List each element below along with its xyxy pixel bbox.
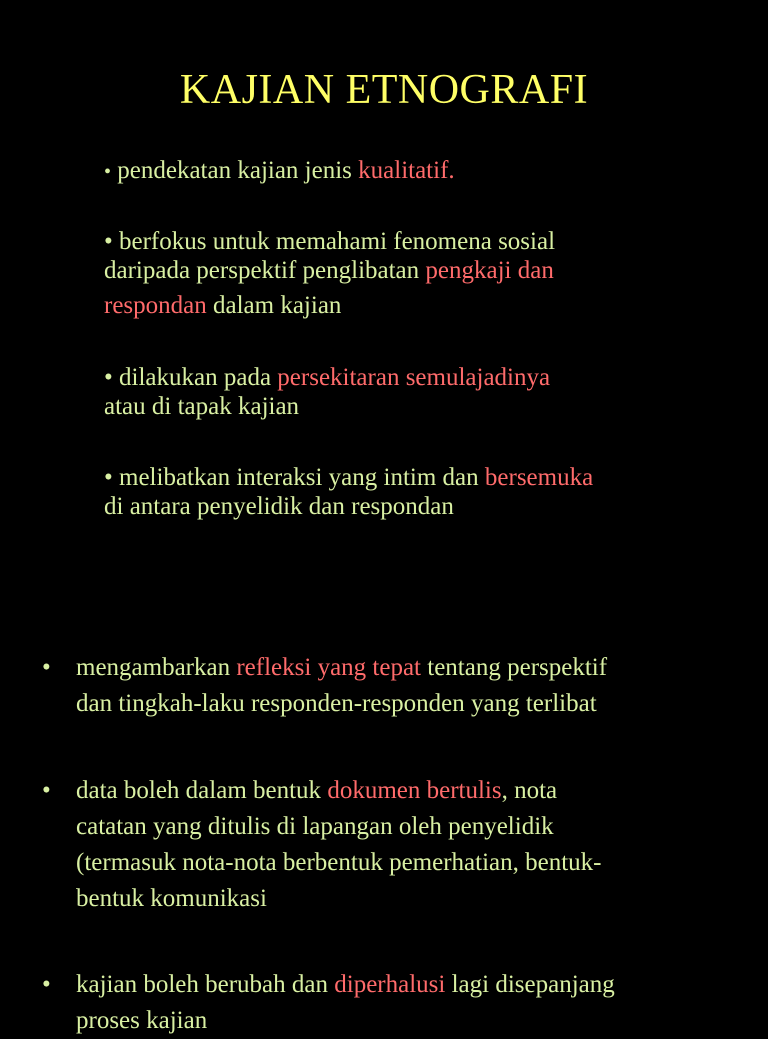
highlight-text: diperhalusi xyxy=(334,971,446,998)
point-text: , nota xyxy=(501,777,558,804)
point-body xyxy=(76,650,736,722)
point-text: mengambarkan xyxy=(76,654,237,681)
point-text: proses kajian xyxy=(76,1007,208,1034)
list-item xyxy=(104,156,724,187)
list-item xyxy=(104,463,724,521)
point-text: pendekatan kajian jenis xyxy=(111,157,359,184)
bullet-icon: • xyxy=(104,161,112,183)
highlight-text: dokumen bertulis xyxy=(327,777,502,804)
list-item xyxy=(104,227,724,320)
highlight-text: respondan xyxy=(104,292,207,319)
highlight-text: bersemuka xyxy=(484,464,594,491)
point-text: data boleh dalam bentuk xyxy=(76,777,328,804)
point-text: atau di tapak kajian xyxy=(104,393,300,420)
highlight-text: pengkaji dan xyxy=(425,257,554,284)
bullet-icon: • xyxy=(104,228,113,255)
point-text: daripada perspektif penglibatan xyxy=(104,257,426,284)
point-text: di antara penyelidik dan respondan xyxy=(104,493,454,520)
point-text: lagi disepanjang xyxy=(445,971,615,998)
list-item xyxy=(104,363,724,421)
point-text: berfokus untuk memahami fenomena sosial xyxy=(112,228,556,255)
bullet-icon: • xyxy=(42,971,51,998)
point-text: dilakukan pada xyxy=(112,364,278,391)
point-text: catatan yang ditulis di lapangan oleh penyelidik xyxy=(76,813,554,840)
bullet-icon: • xyxy=(104,464,113,491)
highlight-text: kualitatif. xyxy=(358,157,455,184)
point-text: dan tingkah-laku responden-responden yang terlibat xyxy=(76,690,597,717)
slide-title: KAJIAN ETNOGRAFI xyxy=(179,67,589,113)
point-text: melibatkan interaksi yang intim dan xyxy=(112,464,485,491)
point-text: (termasuk nota-nota berbentuk pemerhatian, bentuk- xyxy=(76,849,602,876)
point-text: dalam kajian xyxy=(206,292,342,319)
point-text: kajian boleh berubah dan xyxy=(76,971,335,998)
point-text: bentuk komunikasi xyxy=(76,885,267,912)
point-body xyxy=(76,773,736,917)
bullet-icon: • xyxy=(42,654,51,681)
highlight-text: persekitaran semulajadinya xyxy=(277,364,551,391)
highlight-text: refleksi yang tepat xyxy=(236,654,422,681)
point-body xyxy=(76,967,736,1039)
point-text: tentang perspektif xyxy=(421,654,608,681)
bullet-icon: • xyxy=(42,777,51,804)
bullet-icon: • xyxy=(104,364,113,391)
